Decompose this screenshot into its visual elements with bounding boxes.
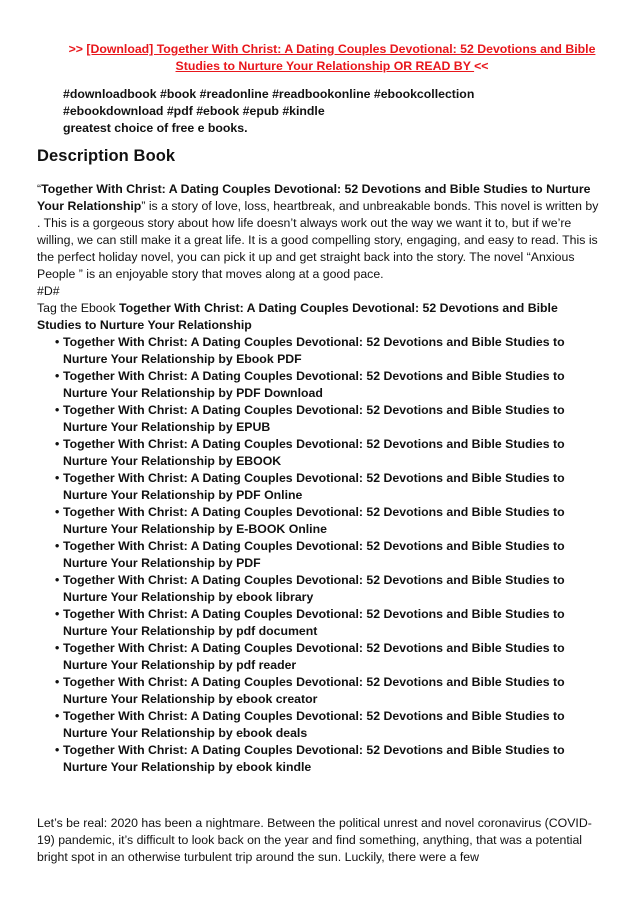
tag-list-item	[37, 504, 599, 538]
tag-prefix: Tag the Ebook	[37, 301, 120, 315]
download-link-block[interactable]	[62, 41, 602, 75]
tag-list-item	[37, 334, 599, 368]
tag-list-item	[37, 606, 599, 640]
bullet-icon: •	[55, 709, 60, 723]
bullet-icon: •	[55, 743, 60, 757]
tag-list-item	[37, 742, 599, 776]
tag-item-text: Together With Christ: A Dating Couples Devotional: 52 Devotions and Bible Studies to Nurture Your Relationship by ebook deals	[63, 709, 565, 740]
hashtag-line-3: greatest choice of free e books.	[63, 121, 248, 135]
bullet-icon: •	[55, 369, 60, 383]
hashtag-block	[63, 86, 583, 137]
tag-book-title: Together With Christ: A Dating Couples Devotional: 52 Devotions and Bible Studies to Nurture Your Relationship	[37, 301, 558, 332]
bullet-icon: •	[55, 607, 60, 621]
download-link[interactable]: [Download] Together With Christ: A Dating Couples Devotional: 52 Devotions and Bible Studies to Nurture Your Relationship OR READ BY	[86, 42, 596, 73]
book-title: Together With Christ: A Dating Couples Devotional: 52 Devotions and Bible Studies to Nurture Your Relationship	[37, 182, 591, 213]
tag-item-text: Together With Christ: A Dating Couples Devotional: 52 Devotions and Bible Studies to Nurture Your Relationship by ebook kindle	[63, 743, 565, 774]
tag-item-text: Together With Christ: A Dating Couples Devotional: 52 Devotions and Bible Studies to Nurture Your Relationship by ebook creator	[63, 675, 565, 706]
bullet-icon: •	[55, 335, 60, 349]
link-prefix: >>	[68, 42, 87, 56]
bullet-icon: •	[55, 641, 60, 655]
description-text: ” is a story of love, loss, heartbreak, and unbreakable bonds. This novel is written by . This is a gorgeous story about how life doesn’t always work out the way we want it to, but if we’re willing, we can still make it a great life. It is a good compelling story, engaging, and easy to read. This is the perfect holiday novel, you can pick it up and get straight back into the story. The novel “Anxious People ” is an enjoyable story that moves along at a good pace.	[37, 199, 599, 281]
tag-item-text: Together With Christ: A Dating Couples Devotional: 52 Devotions and Bible Studies to Nurture Your Relationship by PDF	[63, 539, 565, 570]
marker-line: #D#	[37, 284, 60, 298]
bullet-icon: •	[55, 675, 60, 689]
tag-list-item	[37, 640, 599, 674]
bullet-icon: •	[55, 539, 60, 553]
tag-item-text: Together With Christ: A Dating Couples Devotional: 52 Devotions and Bible Studies to Nurture Your Relationship by ebook library	[63, 573, 565, 604]
description-heading: Description Book	[37, 147, 176, 165]
tag-list-item	[37, 708, 599, 742]
hashtag-line-1: #downloadbook #book #readonline #readbookonline #ebookcollection	[63, 87, 475, 101]
bullet-icon: •	[55, 573, 60, 587]
description-paragraph	[37, 181, 599, 283]
link-suffix: <<	[474, 59, 489, 73]
tag-list-item	[37, 436, 599, 470]
hashtag-line-2: #ebookdownload #pdf #ebook #epub #kindle	[63, 104, 325, 118]
tag-item-text: Together With Christ: A Dating Couples Devotional: 52 Devotions and Bible Studies to Nurture Your Relationship by E-BOOK Online	[63, 505, 565, 536]
tag-list-item	[37, 402, 599, 436]
tag-item-text: Together With Christ: A Dating Couples Devotional: 52 Devotions and Bible Studies to Nurture Your Relationship by EBOOK	[63, 437, 565, 468]
tag-item-text: Together With Christ: A Dating Couples Devotional: 52 Devotions and Bible Studies to Nurture Your Relationship by pdf document	[63, 607, 565, 638]
tag-item-text: Together With Christ: A Dating Couples Devotional: 52 Devotions and Bible Studies to Nurture Your Relationship by PDF Download	[63, 369, 565, 400]
bullet-icon: •	[55, 505, 60, 519]
description-body	[37, 181, 599, 776]
tag-list-item	[37, 674, 599, 708]
tag-list-item	[37, 572, 599, 606]
tail-paragraph: Let’s be real: 2020 has been a nightmare. Between the political unrest and novel coronavirus (COVID-19) pandemic, it’s difficult to look back on the year and find something, anything, that was a potential bright spot in an otherwise turbulent trip around the sun. Luckily, there were a few	[37, 816, 592, 864]
open-quote: “	[37, 182, 42, 196]
tag-line	[37, 300, 599, 334]
tag-list	[37, 334, 599, 776]
tag-item-text: Together With Christ: A Dating Couples Devotional: 52 Devotions and Bible Studies to Nurture Your Relationship by PDF Online	[63, 471, 565, 502]
bullet-icon: •	[55, 471, 60, 485]
tag-item-text: Together With Christ: A Dating Couples Devotional: 52 Devotions and Bible Studies to Nurture Your Relationship by Ebook PDF	[63, 335, 565, 366]
tag-list-item	[37, 538, 599, 572]
tag-item-text: Together With Christ: A Dating Couples Devotional: 52 Devotions and Bible Studies to Nurture Your Relationship by EPUB	[63, 403, 565, 434]
tag-list-item	[37, 470, 599, 504]
bullet-icon: •	[55, 403, 60, 417]
tag-list-item	[37, 368, 599, 402]
bullet-icon: •	[55, 437, 60, 451]
tag-item-text: Together With Christ: A Dating Couples Devotional: 52 Devotions and Bible Studies to Nurture Your Relationship by pdf reader	[63, 641, 565, 672]
